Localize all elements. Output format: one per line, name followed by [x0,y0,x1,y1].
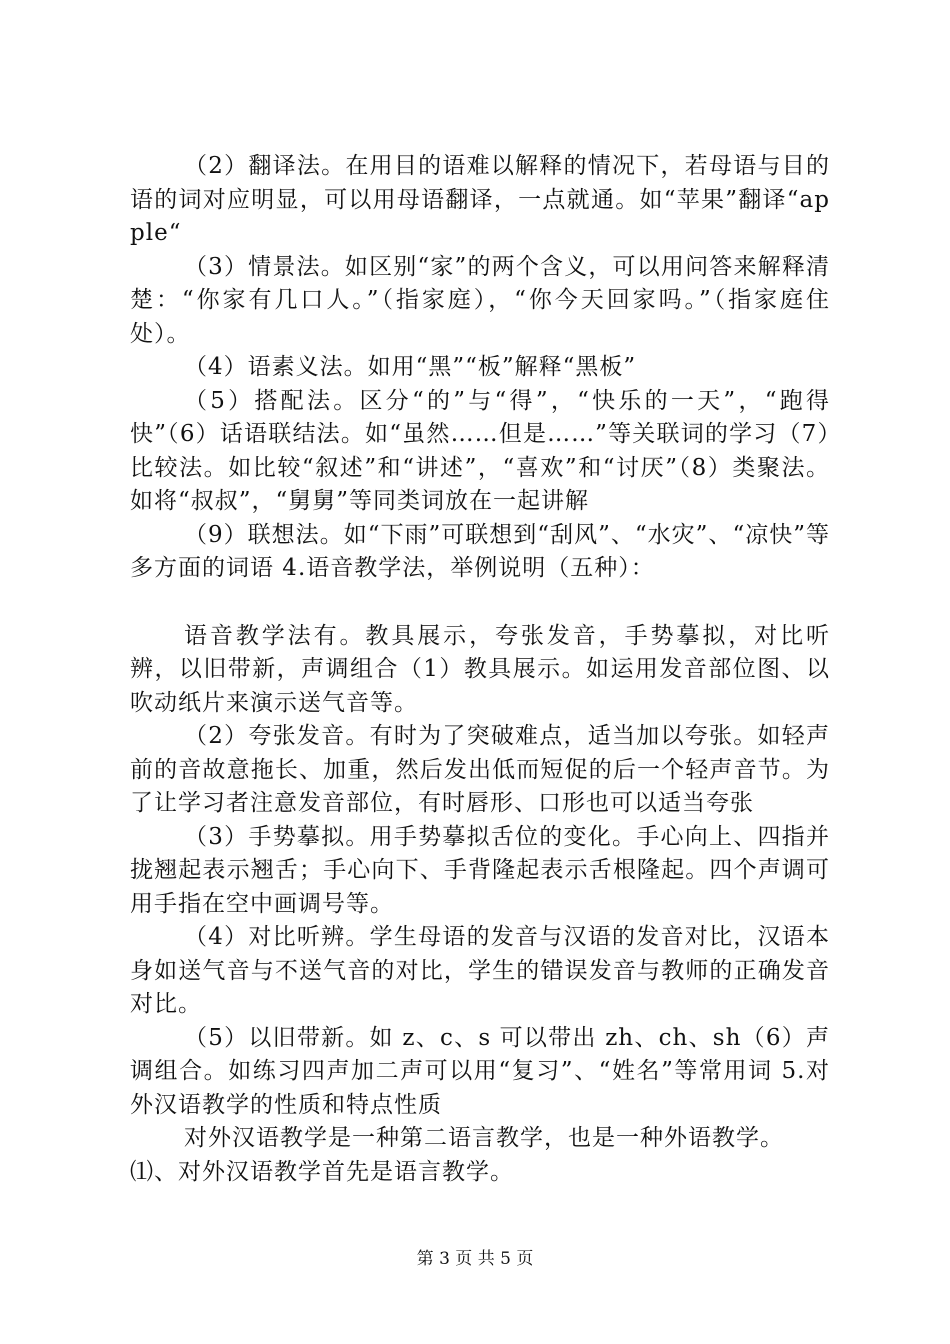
paragraph-gesture-imitation: （3）手势摹拟。用手势摹拟舌位的变化。手心向上、四指并拢翘起表示翘舌；手心向下、手背隆起表示舌根隆起。四个声调可用手指在空中画调号等。 [130,823,830,917]
paragraph-situation-method: （3）情景法。如区别“家”的两个含义，可以用问答来解释清楚：“你家有几口人。”（指家庭），“你今天回家吗。”（指家庭住处）。 [130,253,830,347]
page-number-footer: 第 3 页 共 5 页 [416,1249,534,1269]
paragraph-contrast-listening: （4）对比听辨。学生母语的发音与汉语的发音对比，汉语本身如送气音与不送气音的对比，学生的错误发音与教师的正确发音对比。 [130,924,830,1017]
document-body [130,150,830,1189]
paragraph-exaggerated-pronunciation: （2）夸张发音。有时为了突破难点，适当加以夸张。如轻声前的音故意拖长、加重，然后发出低而短促的后一个轻声音节。为了让学习者注意发音部位，有时唇形、口形也可以适当夸张 [130,723,830,816]
paragraph-association-method: （9）联想法。如“下雨”可联想到“刮风”、“水灾”、“凉快”等多方面的词语 4.语音教学法，举例说明（五种）： [130,521,830,581]
paragraph-morpheme-method: （4）语素义法。如用“黑”“板”解释“黑板” [184,354,637,380]
paragraph-spacer [130,586,830,620]
paragraph-teaching-nature: 对外汉语教学是一种第二语言教学，也是一种外语教学。 [184,1125,784,1151]
paragraph-collocation-method: （5）搭配法。区分“的”与“得”，“快乐的一天”，“跑得快”（6）话语联结法。如“虽然……但是……”等关联词的学习（7）比较法。如比较“叙述”和“讲述”，“喜欢”和“讨厌”（8）类聚法。如将“叔叔”，“舅舅”等同类词放在一起讲解 [130,387,830,514]
paragraph-old-to-new: （5）以旧带新。如 z、c、s 可以带出 zh、ch、sh（6）声调组合。如练习四声加二声可以用“复习”、“姓名”等常用词 5.对外汉语教学的性质和特点性质 [130,1024,830,1118]
paragraph-language-teaching: ⑴、对外汉语教学首先是语言教学。 [130,1158,514,1185]
paragraph-phonetic-methods: 语音教学法有。教具展示，夸张发音，手势摹拟，对比听辨，以旧带新，声调组合（1）教具展示。如运用发音部位图、以吹动纸片来演示送气音等。 [130,622,830,716]
paragraph-translation-method: （2）翻译法。在用目的语难以解释的情况下，若母语与目的语的词对应明显，可以用母语翻译，一点就通。如“苹果”翻译“apple“ [130,153,830,246]
